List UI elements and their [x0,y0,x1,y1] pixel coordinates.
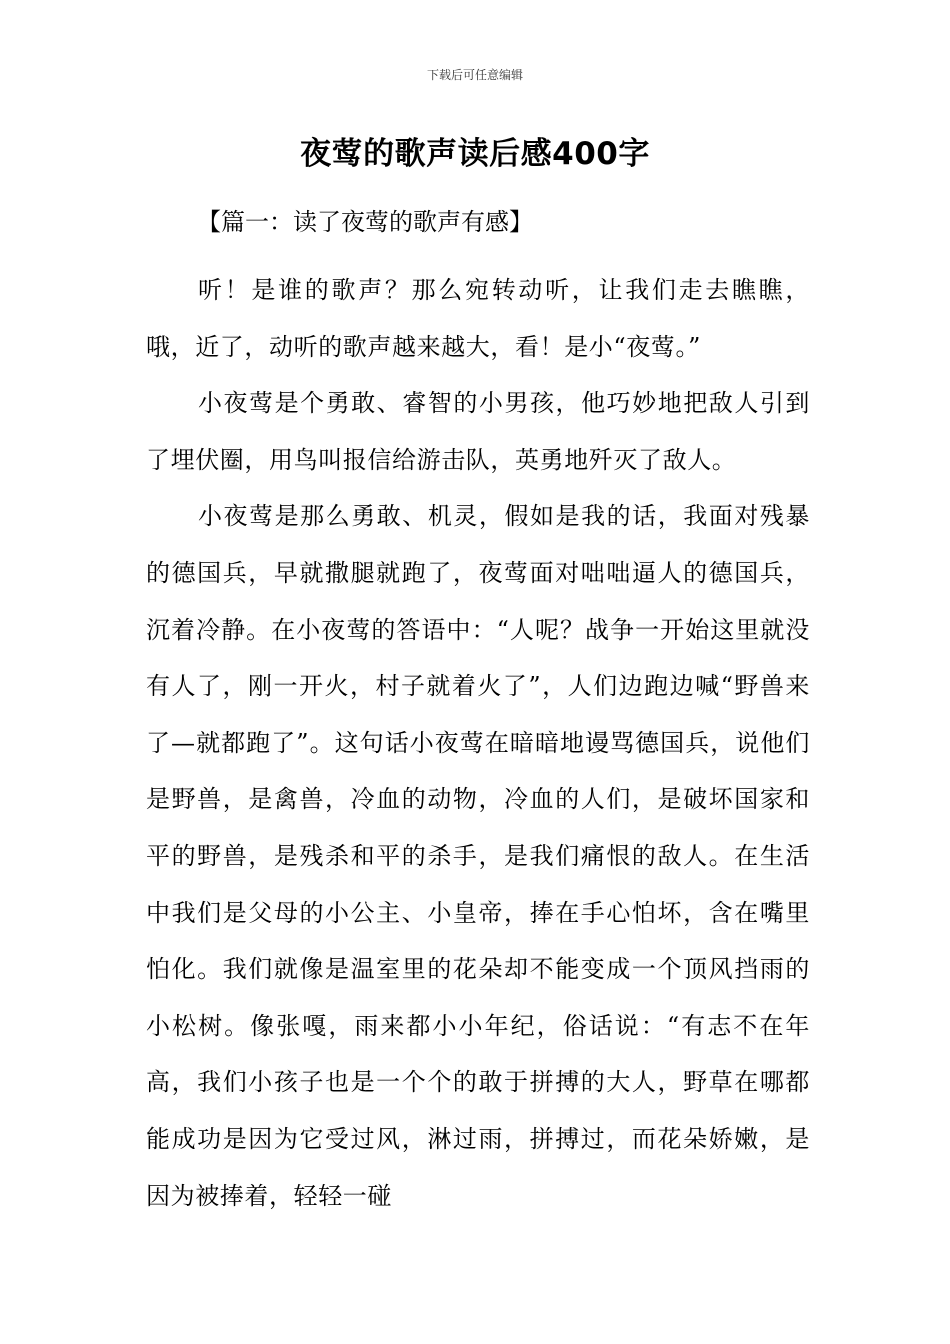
paragraph: 小夜莺是那么勇敢、机灵，假如是我的话，我面对残暴的德国兵，早就撒腿就跑了，夜莺面对咄咄逼人的德国兵，沉着冷静。在小夜莺的答语中：“人呢？战争一开始这里就没有人了，刚一开火，村子就着火了”，人们边跑边喊“野兽来了—就都跑了”。这句话小夜莺在暗暗地谩骂德国兵，说他们是野兽，是禽兽，冷血的动物，冷血的人们，是破坏国家和平的野兽，是残杀和平的杀手，是我们痛恨的敌人。在生活中我们是父母的小公主、小皇帝，捧在手心怕坏，含在嘴里怕化。我们就像是温室里的花朵却不能变成一个顶风挡雨的小松树。像张嘎，雨来都小小年纪，俗话说：“有志不在年高，我们小孩子也是一个个的敢于拼搏的大人，野草在哪都能成功是因为它受过风，淋过雨，拼搏过，而花朵娇嫩，是因为被捧着，轻轻一碰 [146,502,810,1210]
document-title: 夜莺的歌声读后感400字 [300,136,650,172]
document-body [146,262,810,1224]
paragraph: 听！是谁的歌声？那么宛转动听，让我们走去瞧瞧，哦，近了，动听的歌声越来越大，看！是小“夜莺。” [146,276,810,361]
section-heading: 【篇一：读了夜莺的歌声有感】 [197,208,533,236]
paragraph: 小夜莺是个勇敢、睿智的小男孩，他巧妙地把敌人引到了埋伏圈，用鸟叫报信给游击队，英勇地歼灭了敌人。 [146,389,810,474]
header-note: 下载后可任意编辑 [426,68,523,82]
